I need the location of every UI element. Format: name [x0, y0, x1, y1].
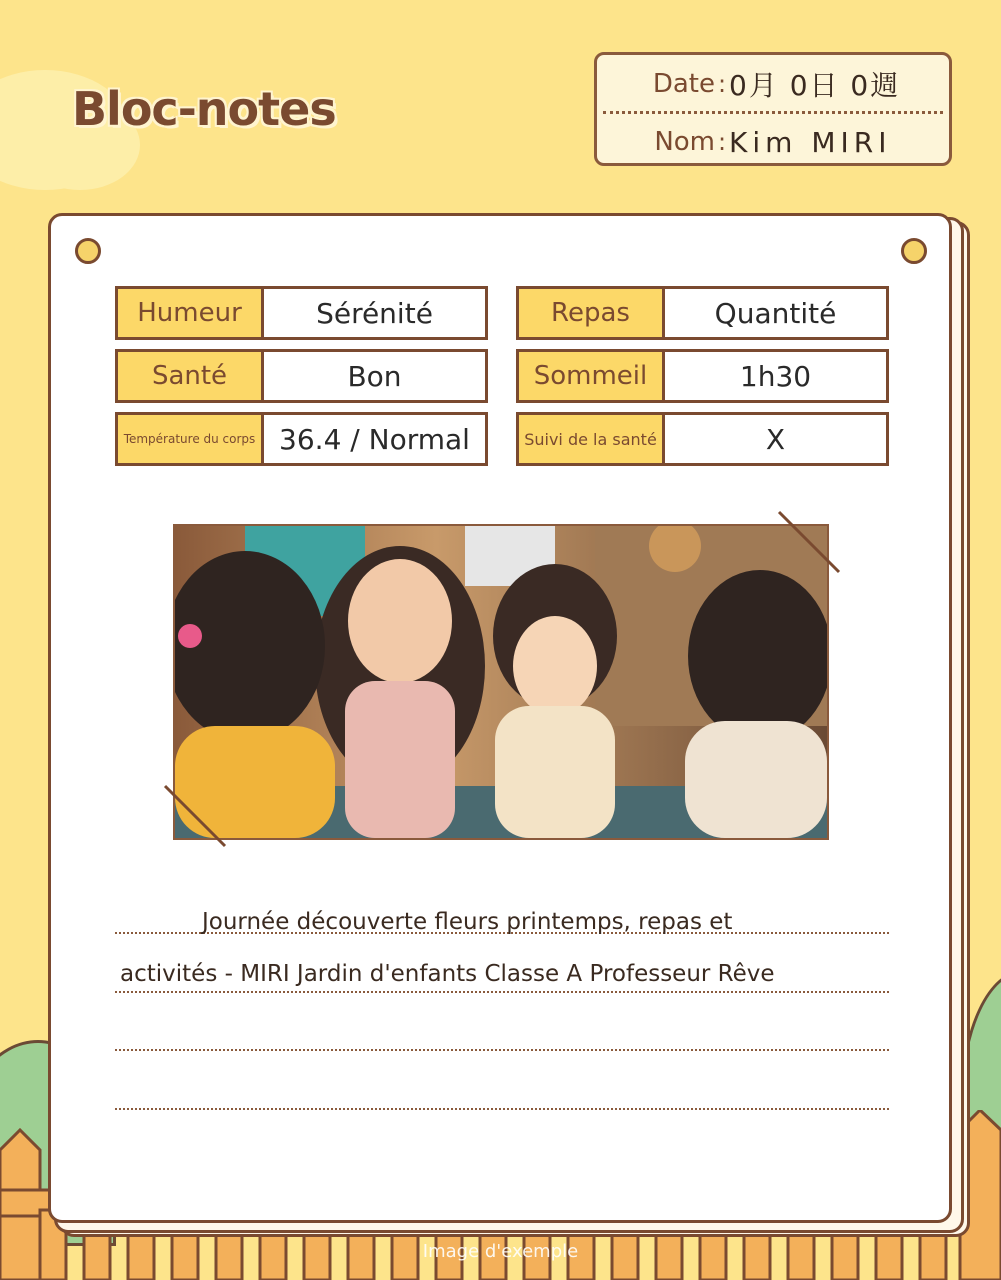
- date-value: 0月 0日 0週: [729, 69, 901, 102]
- name-label: Nom: [654, 127, 715, 157]
- sample-watermark: Image d'exemple: [422, 1241, 579, 1262]
- field-label: Suivi de la santé: [519, 415, 665, 463]
- field-value: Bon: [347, 359, 402, 393]
- field-mood: [115, 286, 488, 340]
- date-row: [603, 57, 943, 114]
- name-colon: :: [717, 128, 727, 156]
- field-label: Santé: [118, 352, 264, 400]
- photo-frame: [173, 524, 829, 840]
- binder-hole-right: [901, 238, 927, 264]
- field-label: Repas: [519, 289, 665, 337]
- date-name-box: [594, 52, 952, 166]
- field-value: Sérénité: [316, 296, 433, 330]
- name-value: Kim MIRI: [729, 125, 892, 159]
- field-value: X: [765, 422, 786, 456]
- field-label: Température du corps: [118, 415, 264, 463]
- note-line: [115, 1108, 889, 1110]
- note-paper: [48, 213, 952, 1223]
- name-row: [603, 115, 943, 169]
- note-line: [115, 991, 889, 993]
- field-sleep: [516, 349, 889, 403]
- field-label: Sommeil: [519, 352, 665, 400]
- field-value: 1h30: [739, 359, 812, 393]
- date-colon: :: [717, 70, 727, 98]
- note-line: [115, 1049, 889, 1051]
- page-title: Bloc-notes: [72, 82, 336, 136]
- field-meal: [516, 286, 889, 340]
- binder-hole-left: [75, 238, 101, 264]
- field-value: 36.4 / Normal: [279, 422, 470, 456]
- note-text-line1: Journée découverte fleurs printemps, repas et: [202, 909, 733, 935]
- field-value: Quantité: [714, 296, 837, 330]
- field-label: Humeur: [118, 289, 264, 337]
- date-label: Date: [652, 69, 715, 99]
- photo-corner-lines: [173, 524, 829, 840]
- field-temperature: [115, 412, 488, 466]
- note-text-line2: activités - MIRI Jardin d'enfants Classe A Professeur Rêve: [120, 961, 775, 987]
- field-health: [115, 349, 488, 403]
- field-health-tracking: [516, 412, 889, 466]
